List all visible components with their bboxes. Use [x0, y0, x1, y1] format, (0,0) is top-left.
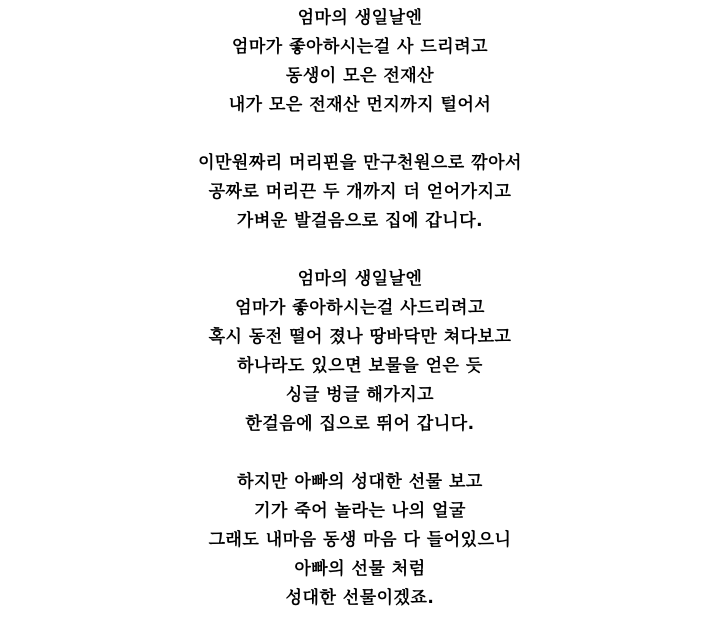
stanza-4 [0, 468, 720, 613]
poem-line: 그래도 내마음 동생 마음 다 들어있으니 [208, 530, 512, 550]
poem-line: 싱글 벙글 해가지고 [285, 385, 435, 405]
poem [0, 4, 720, 642]
poem-line: 엄마의 생일날엔 [297, 269, 423, 289]
poem-line: 가벼운 발걸음으로 집에 갑니다. [236, 211, 484, 231]
poem-line: 아빠의 선물 처럼 [294, 559, 426, 579]
poem-line: 엄마가 좋아하시는걸 사 드리려고 [231, 37, 489, 57]
poem-line: 하나라도 있으면 보물을 얻은 듯 [237, 356, 483, 376]
stanza-1 [0, 4, 720, 120]
poem-line: 엄마가 좋아하시는걸 사드리려고 [235, 298, 485, 318]
poem-line: 기가 죽어 놀라는 나의 얼굴 [254, 501, 466, 521]
poem-line: 하지만 아빠의 성대한 선물 보고 [237, 472, 483, 492]
poem-line: 엄마의 생일날엔 [297, 8, 423, 28]
poem-line: 이만원짜리 머리핀을 만구천원으로 깎아서 [198, 153, 522, 173]
stanza-3 [0, 265, 720, 439]
poem-line: 성대한 선물이겠죠. [285, 588, 435, 608]
poem-line: 공짜로 머리끈 두 개까지 더 얻어가지고 [208, 182, 512, 202]
poem-line: 한걸음에 집으로 뛰어 갑니다. [245, 414, 475, 434]
poem-line: 내가 모은 전재산 먼지까지 털어서 [228, 95, 492, 115]
stanza-2 [0, 149, 720, 236]
poem-line: 동생이 모은 전재산 [285, 66, 435, 86]
poem-line: 혹시 동전 떨어 졌나 땅바닥만 쳐다보고 [208, 327, 512, 347]
